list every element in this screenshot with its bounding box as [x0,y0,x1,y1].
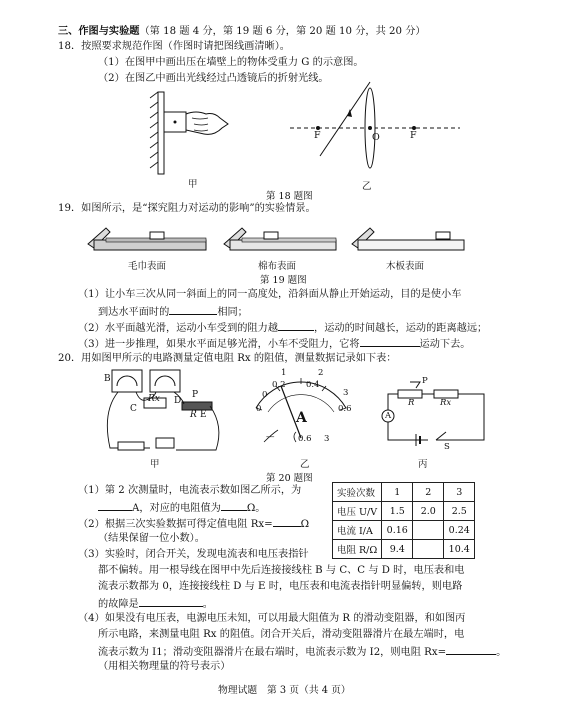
ramp-wood [352,228,464,250]
section-heading [58,24,426,39]
table-cell: 2.0 [413,502,444,521]
answer-blank[interactable] [169,304,217,315]
q19-caption: 第 19 题图 [260,275,307,286]
table-cell: 电流 I/A [333,521,382,540]
table-header-cell: 2 [413,483,444,502]
dial-0.6: 0.6 [338,404,352,414]
q20-part2b: Ω [300,519,310,530]
q20-part3e: 。 [202,599,213,610]
dial-0.2: 0.2 [272,380,286,390]
q20-part4b: 所示电路，来测量电阻 Rx 的阻值。闭合开关后，滑动变阻器滑片在最左端时，电 [98,629,465,640]
q20-figure-jia [100,368,230,458]
rheostat-symbol [398,390,422,398]
terminal-E: E [200,410,207,420]
answer-blank[interactable] [98,500,132,511]
q19-part2a: （2）水平面越光滑，运动小车受到的阻力越 [78,323,279,334]
q18-stem: 18．按照要求规范作图（作图时请把图线画清晰）。 [58,41,290,52]
focal-left-label: F [314,130,321,141]
data-table [332,482,475,559]
q20-part1a: （1）第 2 次测量时，电流表示数如图乙所示，为 [78,485,302,496]
table-cell: 10.4 [444,540,475,559]
q20-part1b: A，对应的电阻值为 [132,503,221,514]
terminal-minus: — [266,432,275,442]
q19-part1 [98,304,248,320]
surface-towel: 毛巾表面 [128,261,167,272]
table-cell: 1.5 [382,502,413,521]
q19-part3a: （3）进一步推理，如果水平面足够光滑，小车不受阻力，它将 [78,339,360,350]
q20-part3 [98,596,213,612]
q19-figures [88,222,488,262]
q18-figure-jia [150,88,250,178]
table-cell: 9.4 [382,540,413,559]
q19-part2 [78,320,487,336]
table-header-cell: 1 [382,483,413,502]
surface-wood: 木板表面 [386,261,425,272]
q20-caption: 第 20 题图 [266,473,313,484]
page-footer: 物理试题 第 3 页（共 4 页） [218,685,351,696]
q20-part4c: 流表示数为 I1；滑动变阻器滑片在最右端时，电流表示数为 I2，则电阻 Rx= [98,647,447,658]
table-cell: 0.24 [444,521,475,540]
answer-blank[interactable] [446,644,496,655]
slider-P: P [192,390,199,400]
optical-center-label: O [372,132,380,143]
q20-part4e: （用相关物理量的符号表示） [98,661,231,672]
dial-0.4: 0.4 [306,380,320,390]
surface-cotton: 棉布表面 [258,261,297,272]
q19-part1c: 相同； [217,307,248,318]
terminal-D: D [174,396,182,406]
answer-blank[interactable] [139,596,203,607]
q20-part1c: Ω。 [246,503,266,514]
q20-part3a: （3）实验时，闭合开关，发现电流表和电压表指针 [78,549,309,560]
dial-2: 2 [318,368,324,378]
answer-blank[interactable] [273,516,301,527]
table-row [333,502,475,521]
terminal-3: 3 [324,434,330,444]
q18-part2: （2）在图乙中画出光线经过凸透镜后的折射光线。 [98,73,329,84]
bing-P: P [422,376,428,386]
q19-part1b: 到达水平面时的 [98,307,170,318]
q20-stem: 20．用如图甲所示的电路测量定值电阻 Rx 的阻值，测量数据记录如下表： [58,353,397,364]
rheostat [182,402,212,410]
bing-Rx: Rx [440,398,452,408]
q18-label-yi: 乙 [362,181,372,192]
q20-part2a: （2）根据三次实验数据可得定值电阻 Rx= [78,519,273,530]
q19-part1a: （1）让小车三次从同一斜面上的同一高度处，沿斜面从静止开始运动，目的是使小车 [78,289,462,300]
terminal-0.6: 0.6 [298,434,312,444]
q20-part4d: 。 [496,647,507,658]
q20-part3c: 流表示数都为 0，连接接线柱 D 与 E 时，电压表和电流表指针明显偏转，则电路 [98,581,463,592]
dial-arc [256,382,349,408]
bing-A: A [385,411,392,421]
q20-label-jia: 甲 [150,459,160,470]
terminal-B: B [104,374,111,384]
q20-part1 [98,500,266,516]
battery [118,442,144,450]
dial-1: 1 [281,368,287,378]
table-row [333,540,475,559]
table-header-cell: 实验次数 [333,483,382,502]
dial-0-upper: 0 [262,390,268,400]
voltmeter [112,370,142,392]
ammeter [150,370,180,392]
q20-part2c: （结果保留一位小数）。 [98,533,205,544]
answer-blank[interactable] [221,500,247,511]
table-cell: 电阻 R/Ω [333,540,382,559]
dial-3: 3 [343,388,349,398]
q20-label-bing: 丙 [418,459,428,470]
focal-right-label: F [410,130,417,141]
hand-icon [186,112,228,134]
q19-part2b: ，运动的时间越长，运动的距离越远； [314,323,488,334]
q20-part4 [98,644,506,660]
table-header [333,483,475,502]
label-rx: Rx [148,394,160,404]
table-cell: 0.16 [382,521,413,540]
bing-R: R [408,398,415,408]
table-row [333,521,475,540]
ramp-cotton [224,228,336,250]
q19-stem: 19．如图所示，是“探究阻力对运动的影响”的实验情景。 [58,203,316,214]
dial-0: 0 [256,404,262,414]
incident-ray [320,82,370,156]
section-note: （第 18 题 4 分，第 19 题 6 分，第 20 题 10 分，共 20 分） [139,26,426,37]
q20-label-yi: 乙 [300,459,310,470]
label-R: R [190,410,197,420]
ramp-towel [88,228,206,250]
table-cell: 电压 U/V [333,502,382,521]
q18-part1: （1）在图甲中画出压在墙壁上的物体受重力 G 的示意图。 [98,57,364,68]
table-cell[interactable] [413,521,444,540]
terminal-C: C [130,404,137,414]
q19-part3 [78,336,470,352]
q20-figure-bing [376,384,496,454]
q20-part3b: 都不偏转。用一根导线在图甲中先后连接接线柱 B 与 C、C 与 D 时，电压表和电 [98,565,465,576]
bing-S: S [444,442,450,452]
switch [156,438,174,448]
section-title: 三、作图与实验题 [58,25,140,37]
resistor-rx-symbol [434,390,458,398]
q20-part3d: 的故障是 [98,599,139,610]
q18-caption: 第 18 题图 [266,191,313,202]
answer-blank[interactable] [360,336,420,347]
answer-blank[interactable] [278,320,314,331]
q20-part2 [78,516,309,532]
switch-symbol [436,432,446,440]
table-cell: 2.5 [444,502,475,521]
q18-label-jia: 甲 [188,179,198,190]
table-cell[interactable] [413,540,444,559]
q19-part3b: 运动下去。 [419,339,471,350]
q20-part4a: （4）如果没有电压表，电源电压未知，可以用最大阻值为 R 的滑动变阻器，和如图丙 [78,613,466,624]
table-header-cell: 3 [444,483,475,502]
unit-A: A [296,410,307,426]
